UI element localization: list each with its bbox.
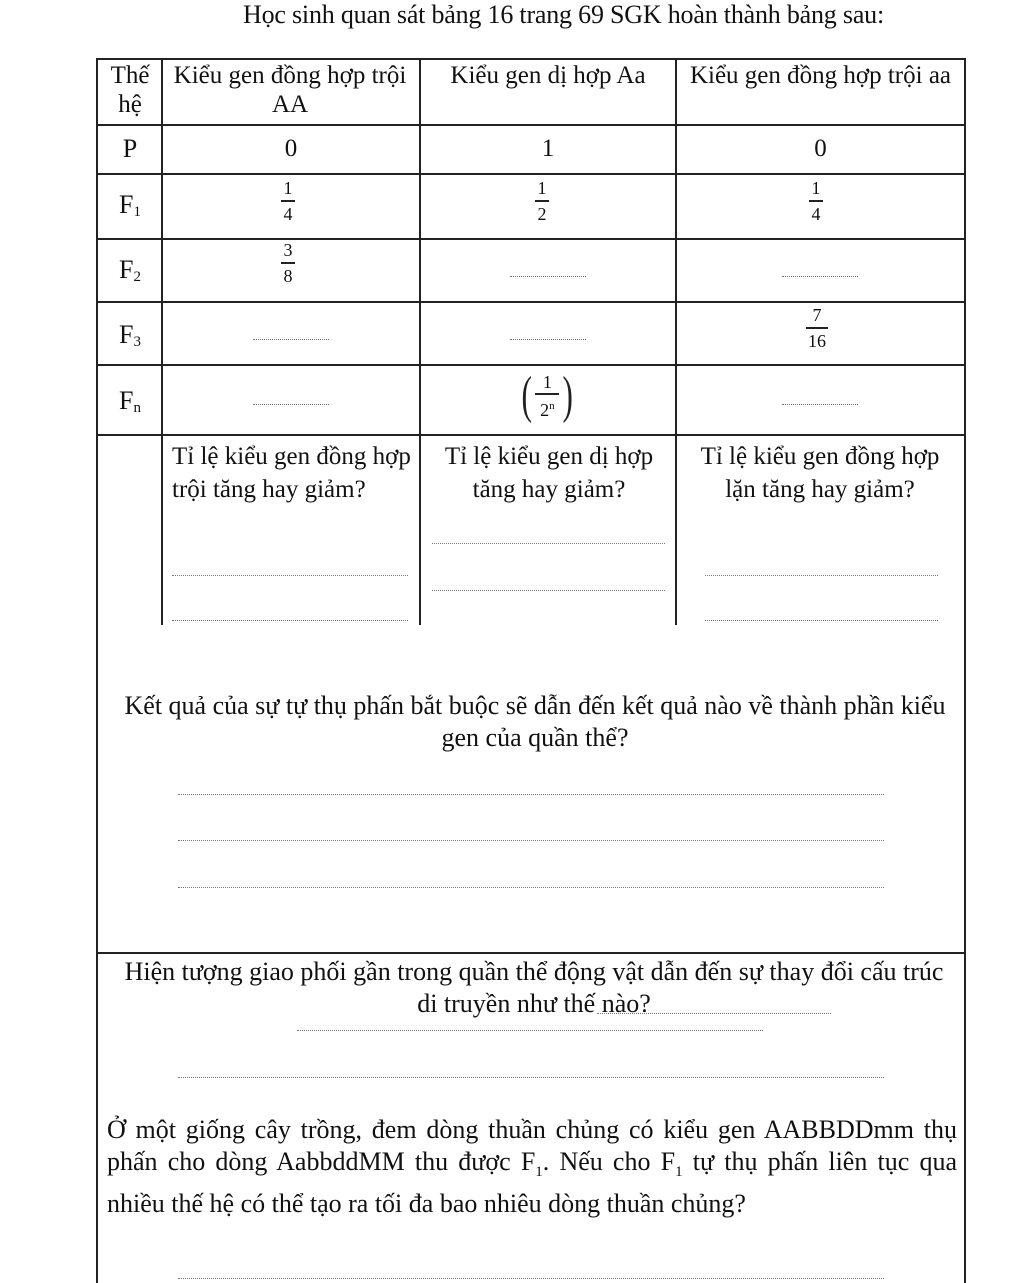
answer-line-homo-dominant-2[interactable]: [172, 620, 408, 621]
question-hetero: Tỉ lệ kiểu gen dị hợp tăng hay giảm?: [444, 443, 654, 503]
cell-p-aa-dom: 0: [284, 135, 298, 162]
blank-fn-aa-dom[interactable]: [253, 404, 329, 405]
cell-f1-aa-rec: 1 4: [809, 178, 823, 224]
blank-f3-hetero[interactable]: [510, 339, 586, 340]
section1-question: Kết quả của sự tự thụ phấn bắt buộc sẽ dẫn đến kết quả nào về thành phần kiểu gen của quần thể?: [124, 691, 946, 752]
header-homo-dominant: Kiểu gen đồng hợp trội AA: [173, 62, 407, 118]
answer-line-hetero-1[interactable]: [432, 543, 665, 544]
section2-answer-inline[interactable]: [597, 1013, 831, 1014]
section2-answer-line-1[interactable]: [297, 1030, 763, 1031]
cell-f3-aa-rec: 7 16: [808, 305, 826, 351]
cell-p-aa-rec: 0: [814, 135, 827, 162]
blank-f2-aa-rec[interactable]: [782, 276, 858, 277]
header-hetero: Kiểu gen dị hợp Aa: [450, 62, 646, 89]
row-gen-f2: $F_2$: [119, 255, 141, 285]
blank-fn-aa-rec[interactable]: [782, 404, 858, 405]
row-gen-p: P: [122, 134, 138, 163]
section3-answer-line-1[interactable]: [178, 1278, 884, 1279]
header-homo-recessive: Kiểu gen đồng hợp trội aa: [689, 62, 952, 89]
answer-line-homo-recessive-2[interactable]: [705, 620, 938, 621]
section2-question: Hiện tượng giao phối gần trong quần thể động vật dẫn đến sự thay đổi cấu trúc di truyền như thế nào?: [124, 957, 944, 1018]
cell-f1-hetero: 1 2: [535, 178, 549, 224]
section2-answer-line-2[interactable]: [178, 1077, 884, 1078]
row-gen-fn: $F_n$: [119, 386, 141, 416]
page-title: Học sinh quan sát bảng 16 trang 69 SGK hoàn thành bảng sau:: [243, 0, 884, 29]
question-homo-recessive: Tỉ lệ kiểu gen đồng hợp lặn tăng hay giảm?: [700, 443, 940, 503]
blank-f3-aa-dom[interactable]: [253, 339, 329, 340]
cell-p-hetero: 1: [541, 135, 555, 162]
question-homo-dominant: Tỉ lệ kiểu gen đồng hợp trội tăng hay giảm?: [172, 443, 411, 503]
row-gen-f3: $F_3$: [119, 320, 141, 350]
cell-fn-hetero: ( 1 2$^n$ ): [521, 367, 574, 424]
answer-line-homo-dominant-1[interactable]: [172, 575, 408, 576]
answer-line-hetero-2[interactable]: [432, 590, 665, 591]
cell-f1-aa-dom: 1 4: [281, 178, 295, 224]
section1-answer-line-3[interactable]: [178, 887, 884, 888]
blank-f2-hetero[interactable]: [510, 276, 586, 277]
cell-f2-aa-dom: 3 8: [281, 240, 295, 286]
section3-question: Ở một giống cây trồng, đem dòng thuần chủng có kiểu gen AABBDDmm thụ phấn cho dòng AabbddMM thu được $F_1$. Nếu cho $F_1$ tự thụ phấn liên tục qua nhiều thế hệ có thể tạo ra tối đa bao nhiêu dòng thuần chủng?: [107, 1115, 957, 1219]
answer-line-homo-recessive-1[interactable]: [705, 575, 938, 576]
header-generation: Thế hệ: [110, 62, 150, 118]
row-gen-f1: $F_1$: [119, 190, 141, 220]
section1-answer-line-1[interactable]: [178, 794, 884, 795]
section1-answer-line-2[interactable]: [178, 840, 884, 841]
